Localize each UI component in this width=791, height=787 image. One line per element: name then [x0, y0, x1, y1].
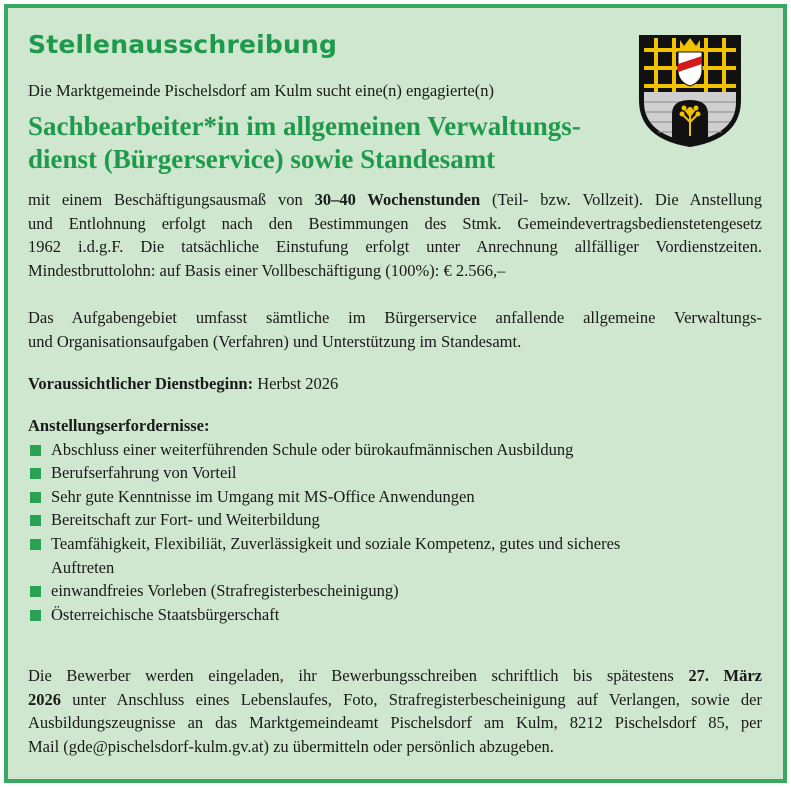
- application-text: Die Bewerber werden eingeladen, ihr Bewerbungsschreiben schriftlich bis spätestens: [28, 666, 689, 685]
- employment-text: mit einem Beschäftigungsausmaß von: [28, 190, 315, 209]
- page-title: Stellenausschreibung: [28, 30, 338, 59]
- list-item: Berufserfahrung von Vorteil: [28, 461, 762, 485]
- employment-paragraph: [28, 188, 762, 282]
- job-title: [28, 110, 668, 176]
- start-date: [28, 372, 762, 396]
- list-item: Abschluss einer weiterführenden Schule oder bürokaufmännischen Ausbildung: [28, 438, 762, 462]
- application-line-1: [28, 664, 762, 688]
- application-line-3: Ausbildungszeugnisse an das Marktgemeindeamt Pischelsdorf am Kulm, 8212 Pischelsdorf 85, per: [28, 713, 762, 733]
- start-date-label: Voraussichtlicher Dienstbeginn:: [28, 374, 254, 393]
- weekly-hours: 30–40 Wochenstunden: [314, 190, 481, 209]
- list-item: einwandfreies Vorleben (Strafregisterbescheinigung): [28, 579, 762, 603]
- requirements-list: [28, 438, 762, 627]
- list-item: Bereitschaft zur Fort- und Weiterbildung: [28, 508, 762, 532]
- list-item: Österreichische Staatsbürgerschaft: [28, 603, 762, 627]
- tasks-paragraph: [28, 306, 762, 353]
- application-line-4: Mail (gde@pischelsdorf-kulm.gv.at) zu übermitteln oder persönlich abzugeben.: [28, 736, 554, 756]
- job-title-line-2: dienst (Bürgerservice) sowie Standesamt: [28, 144, 496, 174]
- start-date-value: Herbst 2026: [253, 374, 339, 393]
- intro-text: Die Marktgemeinde Pischelsdorf am Kulm sucht eine(n) engagierte(n): [28, 81, 494, 100]
- application-text: unter Anschluss eines Lebenslaufes, Foto, Strafregisterbescheinigung auf Verlangen, sowie der: [61, 689, 762, 709]
- tasks-line-2: und Organisationsaufgaben (Verfahren) und Unterstützung im Standesamt.: [28, 331, 522, 351]
- minimum-salary: Mindestbruttolohn: auf Basis einer Vollbeschäftigung (100%): € 2.566,–: [28, 260, 506, 280]
- deadline-date: 27. März: [688, 666, 762, 685]
- job-title-line-1: Sachbearbeiter*in im allgemeinen Verwaltungs-: [28, 111, 581, 141]
- employment-line-2: und Entlohnung erfolgt nach den Bestimmungen des Stmk. Gemeindevertragsbedienstetengesetz: [28, 213, 762, 233]
- application-line-2: [28, 688, 762, 712]
- deadline-year: 2026: [28, 689, 61, 709]
- employment-line-3: 1962 i.d.g.F. Die tatsächliche Einstufung erfolgt unter Anrechnung allfälliger Vordienstzeiten.: [28, 237, 762, 257]
- employment-line-1: [28, 188, 762, 212]
- list-item-line: Auftreten: [51, 557, 115, 577]
- list-item: Sehr gute Kenntnisse im Umgang mit MS-Office Anwendungen: [28, 485, 762, 509]
- list-item-line: Teamfähigkeit, Flexibiliät, Zuverlässigkeit und soziale Kompetenz, gutes und sicheres: [51, 533, 621, 553]
- application-paragraph: [28, 664, 762, 758]
- employment-text: (Teil- bzw. Vollzeit). Die Anstellung: [480, 190, 763, 209]
- requirements-title: Anstellungserfordernisse:: [28, 416, 210, 435]
- requirements-section: [28, 414, 762, 626]
- tasks-line-1: Das Aufgabengebiet umfasst sämtliche im Bürgerservice anfallende allgemeine Verwaltungs-: [28, 308, 762, 327]
- list-item: [28, 532, 762, 579]
